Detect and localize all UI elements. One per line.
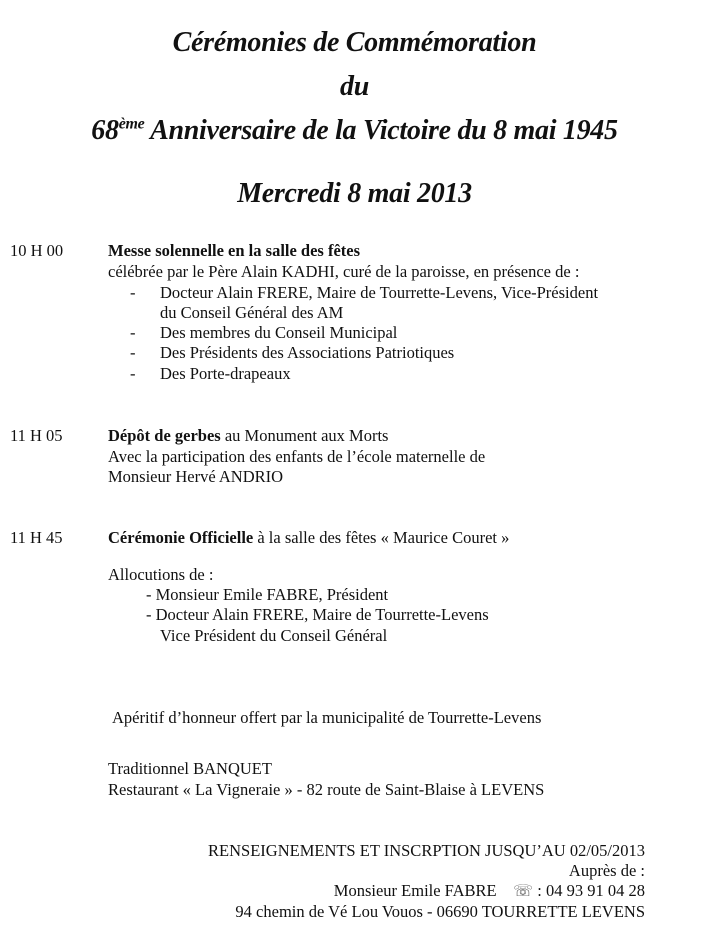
wreath-line-3: Monsieur Hervé ANDRIO: [108, 467, 284, 486]
anniversary-text: Anniversaire de la Victoire du 8 mai 1945: [144, 115, 618, 146]
banquet-place: Restaurant « La Vigneraie » - 82 route de Saint-Blaise à LEVENS: [108, 780, 545, 799]
ceremony-title: [108, 527, 509, 548]
contact-address: 94 chemin de Vé Lou Vouos - 06690 TOURRETTE LEVENS: [235, 902, 645, 921]
list-bullet: -: [130, 283, 136, 302]
title-line-2: du: [340, 71, 369, 102]
title-line-3: [0, 114, 709, 148]
event-date: Mercredi 8 mai 2013: [237, 178, 472, 209]
wreath-title-bold: Dépôt de gerbes: [108, 426, 221, 445]
anniversary-suffix: ème: [118, 115, 145, 133]
mass-title: Messe solennelle en la salle des fêtes: [108, 241, 361, 260]
aperitif-text: Apéritif d’honneur offert par la municipalité de Tourrette-Levens: [112, 708, 542, 727]
banquet-title: Traditionnel BANQUET: [108, 759, 272, 778]
list-bullet: -: [130, 323, 136, 342]
contact-phone: : 04 93 91 04 28: [537, 881, 645, 900]
mass-attendee: Des membres du Conseil Municipal: [160, 323, 398, 342]
list-bullet: -: [130, 364, 136, 383]
mass-subtitle: célébrée par le Père Alain KADHI, curé de la paroisse, en présence de :: [108, 262, 580, 281]
contact-phone-line: [334, 880, 645, 902]
wreath-title-rest: au Monument aux Morts: [220, 426, 389, 445]
mass-attendee: Des Porte-drapeaux: [160, 364, 291, 383]
speeches-label: Allocutions de :: [108, 565, 214, 584]
ceremony-title-rest: à la salle des fêtes « Maurice Couret »: [253, 528, 510, 547]
ceremony-title-bold: Cérémonie Officielle: [108, 528, 254, 547]
speech-item: - Docteur Alain FRERE, Maire de Tourrette-Levens: [146, 605, 489, 624]
list-bullet: -: [130, 343, 136, 362]
title-line-1: Cérémonies de Commémoration: [172, 27, 537, 58]
ceremony-time: 11 H 45: [10, 528, 63, 547]
mass-attendee: Des Présidents des Associations Patriotiques: [160, 343, 455, 362]
wreath-title: [108, 425, 388, 446]
telephone-icon: ☏: [513, 883, 534, 900]
speech-item: - Monsieur Emile FABRE, Président: [146, 585, 389, 604]
mass-attendee: Docteur Alain FRERE, Maire de Tourrette-Levens, Vice-Président: [160, 283, 599, 302]
registration-deadline: RENSEIGNEMENTS ET INSCRPTION JUSQU’AU 02/05/2013: [208, 841, 645, 860]
wreath-time: 11 H 05: [10, 426, 63, 445]
contact-name: Monsieur Emile FABRE: [333, 881, 497, 900]
anniversary-number: 68: [91, 115, 119, 146]
contact-label: Auprès de :: [568, 861, 645, 880]
mass-attendee-cont: du Conseil Général des AM: [160, 303, 344, 322]
speech-item-cont: Vice Président du Conseil Général: [160, 626, 388, 645]
wreath-line-2: Avec la participation des enfants de l’école maternelle de: [108, 447, 486, 466]
mass-time: 10 H 00: [10, 241, 64, 260]
